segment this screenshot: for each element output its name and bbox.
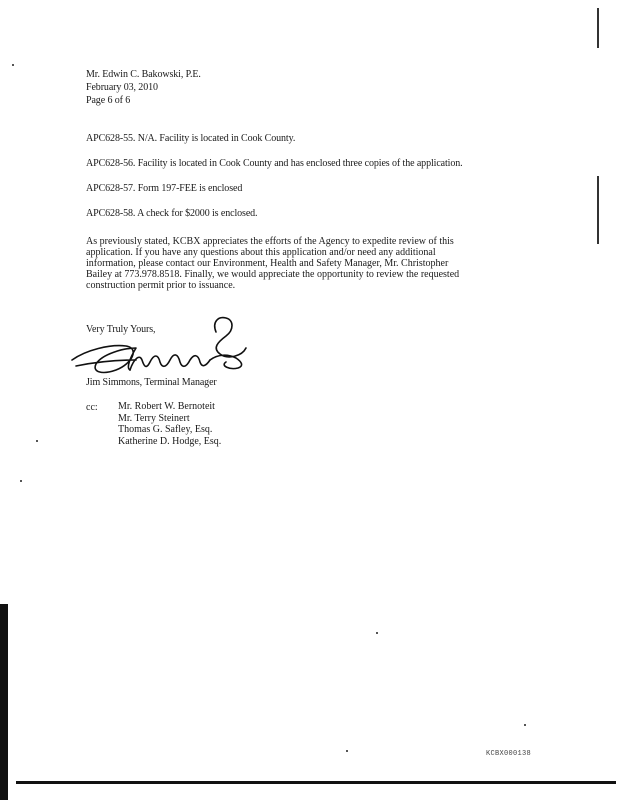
item-apc628-56 (86, 158, 463, 170)
scan-speck (20, 480, 22, 482)
paragraph-line: application. If you have any questions about this application and/or need any additional (86, 247, 436, 258)
cc-recipient: Mr. Robert W. Bernoteit (118, 401, 215, 412)
item-code: APC628-56. (86, 158, 136, 169)
salutation: Very Truly Yours, (86, 324, 156, 335)
scan-speck (346, 750, 348, 752)
paragraph-line: As previously stated, KCBX appreciates the efforts of the Agency to expedite review of this (86, 236, 454, 247)
scan-edge-mark (597, 8, 599, 48)
scan-bottom-rule (16, 781, 616, 784)
handwritten-signature (66, 314, 256, 386)
item-apc628-58 (86, 208, 257, 220)
paragraph-line: information, please contact our Environment, Health and Safety Manager, Mr. Christopher (86, 258, 449, 269)
cc-recipient: Katherine D. Hodge, Esq. (118, 435, 222, 447)
scan-edge-mark (597, 176, 599, 244)
signer-name: Jim Simmons, Terminal Manager (86, 377, 217, 388)
scan-speck (36, 440, 38, 442)
recipient-name: Mr. Edwin C. Bakowski, P.E. (86, 69, 201, 80)
letter-date: February 03, 2010 (86, 82, 158, 93)
item-apc628-55 (86, 133, 295, 145)
cc-recipient: Thomas G. Safley, Esq. (118, 424, 213, 435)
scan-speck (524, 724, 526, 726)
scan-speck (376, 632, 378, 634)
item-text: Form 197-FEE is enclosed (137, 183, 243, 194)
item-code: APC628-58. (86, 208, 136, 219)
cc-recipient: Mr. Terry Steinert (118, 412, 190, 424)
item-text: A check for $2000 is enclosed. (137, 208, 258, 219)
cc-list (118, 401, 221, 447)
scan-speck (12, 64, 14, 66)
paragraph-line: Bailey at 773.978.8518. Finally, we would appreciate the opportunity to review the requested (86, 269, 460, 280)
item-code: APC628-55. (86, 133, 136, 144)
item-code: APC628-57. (86, 183, 136, 194)
page-number: Page 6 of 6 (86, 95, 131, 106)
item-text: Facility is located in Cook County and has enclosed three copies of the application. (137, 158, 463, 169)
item-apc628-57 (86, 183, 242, 195)
closing-paragraph (86, 236, 516, 291)
paragraph-line: construction permit prior to issuance. (86, 280, 236, 291)
bates-number: KCBX000138 (486, 750, 532, 758)
item-text: N/A. Facility is located in Cook County. (137, 133, 296, 144)
scan-edge-bar (0, 604, 8, 800)
cc-label: cc: (86, 402, 98, 413)
